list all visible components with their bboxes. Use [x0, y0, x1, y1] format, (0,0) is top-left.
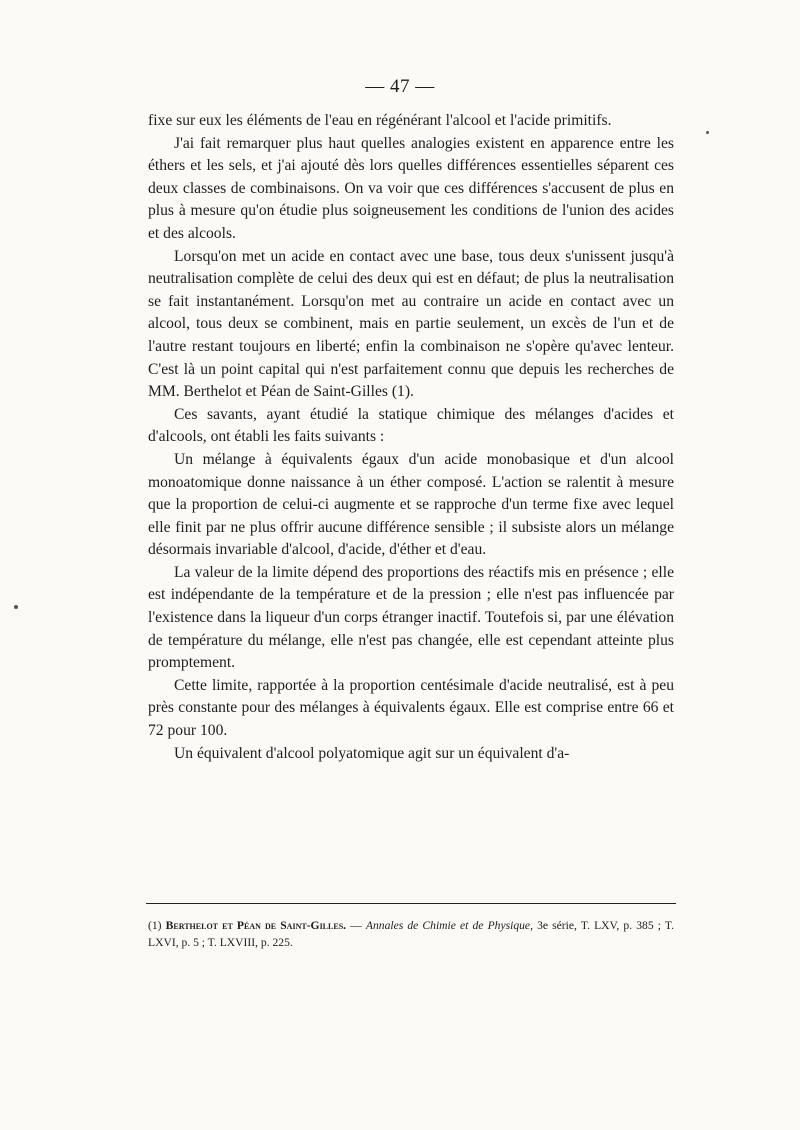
paragraph: Lorsqu'on met un acide en contact avec une base, tous deux s'unissent jusqu'à neutralisation complète de celui des deux qui est en défaut; de plus la neutralisation se fait instantanément. Lorsqu'on met au contraire un acide en contact avec un alcool, tous deux se combinent, mais en partie seulement, un excès de l'un et de l'autre restant toujours en liberté; enfin la combinaison ne s'opère qu'avec lenteur. C'est là un point capital qui n'est parfaitement connu que depuis les recherches de MM. Berthelot et Péan de Saint-Gilles (1).: [148, 247, 674, 401]
footnote-authors: Berthelot et Péan de Saint-Gilles.: [165, 919, 347, 932]
scan-speck: [14, 605, 18, 609]
paragraph: Un mélange à équivalents égaux d'un acide monobasique et d'un alcool monoatomique donne naissance à un éther composé. L'action se ralentit à mesure que la proportion de celui-ci augmente et se rapproche d'un terme fixe avec lequel elle finit par ne plus offrir aucune différence sensible ; il subsiste alors un mélange désormais invariable d'alcool, d'acide, d'éther et d'eau.: [148, 450, 674, 559]
scan-speck: [706, 131, 709, 134]
footnote-separator: —: [350, 919, 362, 932]
paragraph: Cette limite, rapportée à la proportion centésimale d'acide neutralisé, est à peu près constante pour des mélanges à équivalents égaux. Elle est comprise entre 66 et 72 pour 100.: [148, 676, 674, 740]
paragraph: fixe sur eux les éléments de l'eau en régénérant l'alcool et l'acide primitifs.: [148, 112, 612, 129]
footnote: [148, 917, 674, 951]
footnote-details: 3e série, T. LXV, p. 385 ; T. LXVI, p. 5 ; T. LXVIII, p. 225.: [148, 919, 674, 949]
footnote-marker: (1): [148, 919, 162, 932]
paragraph: J'ai fait remarquer plus haut quelles analogies existent en apparence entre les éthers et les sels, et j'ai ajouté dès lors quelles différences essentielles séparent ces deux classes de combinaisons. On va voir que ces différences s'accusent de plus en plus à mesure qu'on étudie plus soigneusement les conditions de l'union des acides et des alcools.: [148, 134, 674, 242]
paragraph: Un équivalent d'alcool polyatomique agit sur un équivalent d'a-: [174, 744, 570, 762]
footnote-rule: [146, 903, 676, 904]
footnote-journal: Annales de Chimie et de Physique,: [365, 919, 533, 932]
paragraph: Ces savants, ayant étudié la statique chimique des mélanges d'acides et d'alcools, ont établi les faits suivants :: [148, 405, 674, 446]
page-number: — 47 —: [365, 76, 435, 97]
body-text: [148, 110, 674, 765]
paragraph: La valeur de la limite dépend des proportions des réactifs mis en présence ; elle est indépendante de la température et de la pression ; elle n'est pas influencée par l'existence dans la liqueur d'un corps étranger inactif. Toutefois si, par une élévation de température du mélange, elle n'est pas changée, elle est cependant atteinte plus promptement.: [148, 563, 674, 672]
